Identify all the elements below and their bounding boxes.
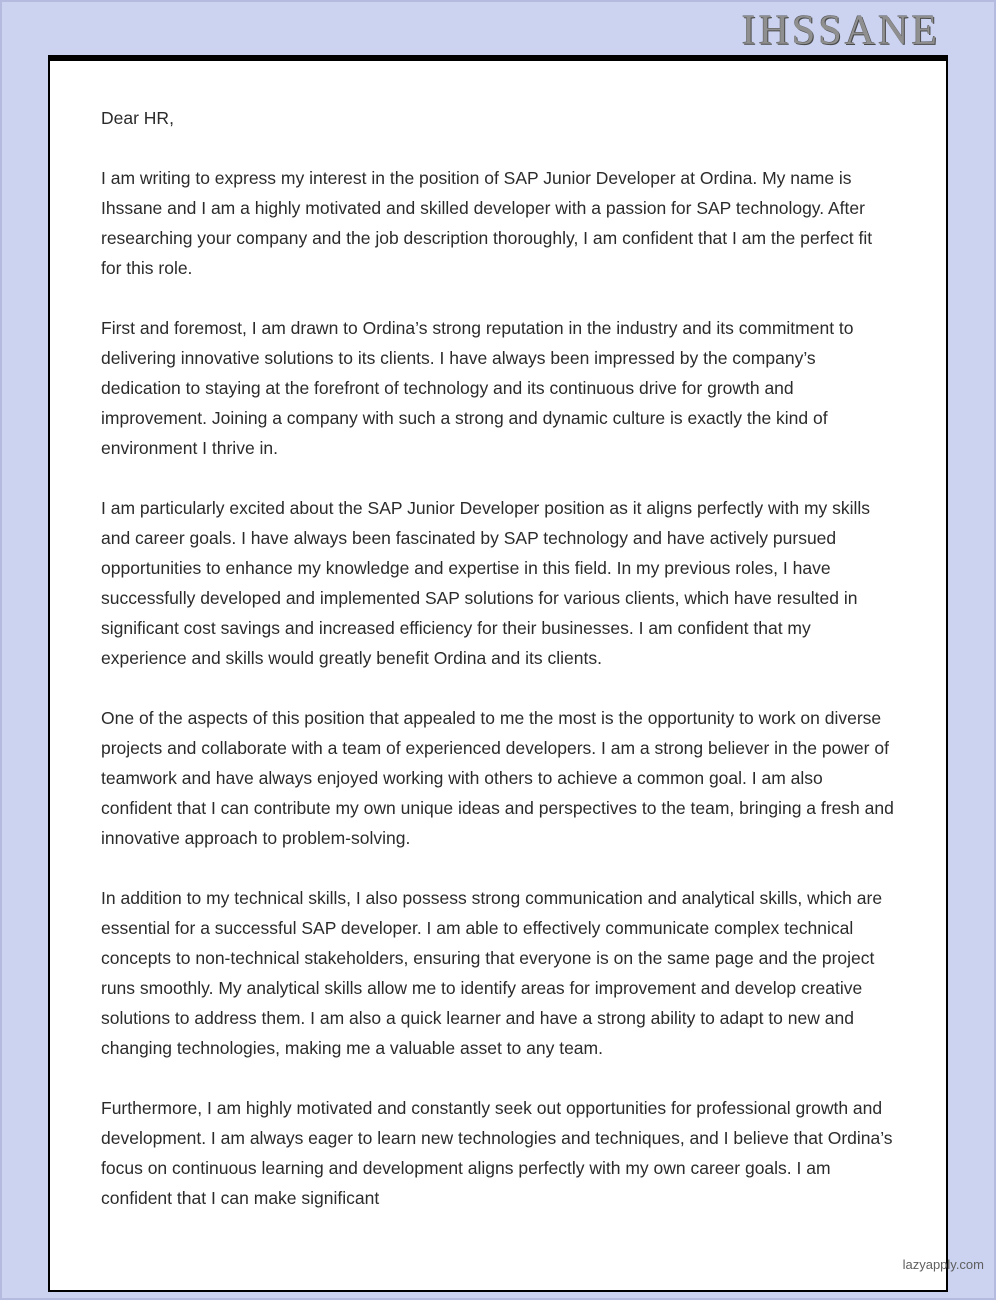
cover-letter-body bbox=[50, 61, 946, 1213]
letter-paragraph: I am writing to express my interest in the position of SAP Junior Developer at Ordina. My name is Ihssane and I am a highly motivated and skilled developer with a passion for SAP technology. After researching your company and the job description thoroughly, I am confident that I am the perfect fit for this role. bbox=[101, 168, 873, 278]
cover-letter-page bbox=[48, 55, 948, 1292]
salutation: Dear HR, bbox=[101, 108, 174, 128]
letter-paragraph: In addition to my technical skills, I also possess strong communication and analytical skills, which are essential for a successful SAP developer. I am able to effectively communicate complex technical concepts to non-technical stakeholders, ensuring that everyone is on the same page and the project runs smoothly. My analytical skills allow me to identify areas for improvement and develop creative solutions to address them. I am also a quick learner and have a strong ability to adapt to new and changing technologies, making me a valuable asset to any team. bbox=[101, 888, 883, 1058]
letter-paragraph: Furthermore, I am highly motivated and constantly seek out opportunities for professional growth and development. I am always eager to learn new technologies and techniques, and I believe that Ordina’s focus on continuous learning and development aligns perfectly with my own career goals. I am confident that I can make significant bbox=[101, 1098, 893, 1208]
letter-paragraph: One of the aspects of this position that appealed to me the most is the opportunity to work on diverse projects and collaborate with a team of experienced developers. I am a strong believer in the power of teamwork and have always enjoyed working with others to achieve a common goal. I am also confident that I can contribute my own unique ideas and perspectives to the team, bringing a fresh and innovative approach to problem-solving. bbox=[101, 708, 894, 848]
letter-paragraph: First and foremost, I am drawn to Ordina’s strong reputation in the industry and its commitment to delivering innovative solutions to its clients. I have always been impressed by the company’s dedication to staying at the forefront of technology and its continuous drive for growth and improvement. Joining a company with such a strong and dynamic culture is exactly the kind of environment I thrive in. bbox=[101, 318, 854, 458]
brand-name-header: IHSSANE bbox=[741, 8, 940, 54]
letter-paragraph: I am particularly excited about the SAP Junior Developer position as it aligns perfectly with my skills and career goals. I have always been fascinated by SAP technology and have actively pursued opportunities to enhance my knowledge and expertise in this field. In my previous roles, I have successfully developed and implemented SAP solutions for various clients, which have resulted in significant cost savings and increased efficiency for their businesses. I am confident that my experience and skills would greatly benefit Ordina and its clients. bbox=[101, 498, 871, 668]
watermark-text: lazyapply.com bbox=[902, 1257, 984, 1272]
